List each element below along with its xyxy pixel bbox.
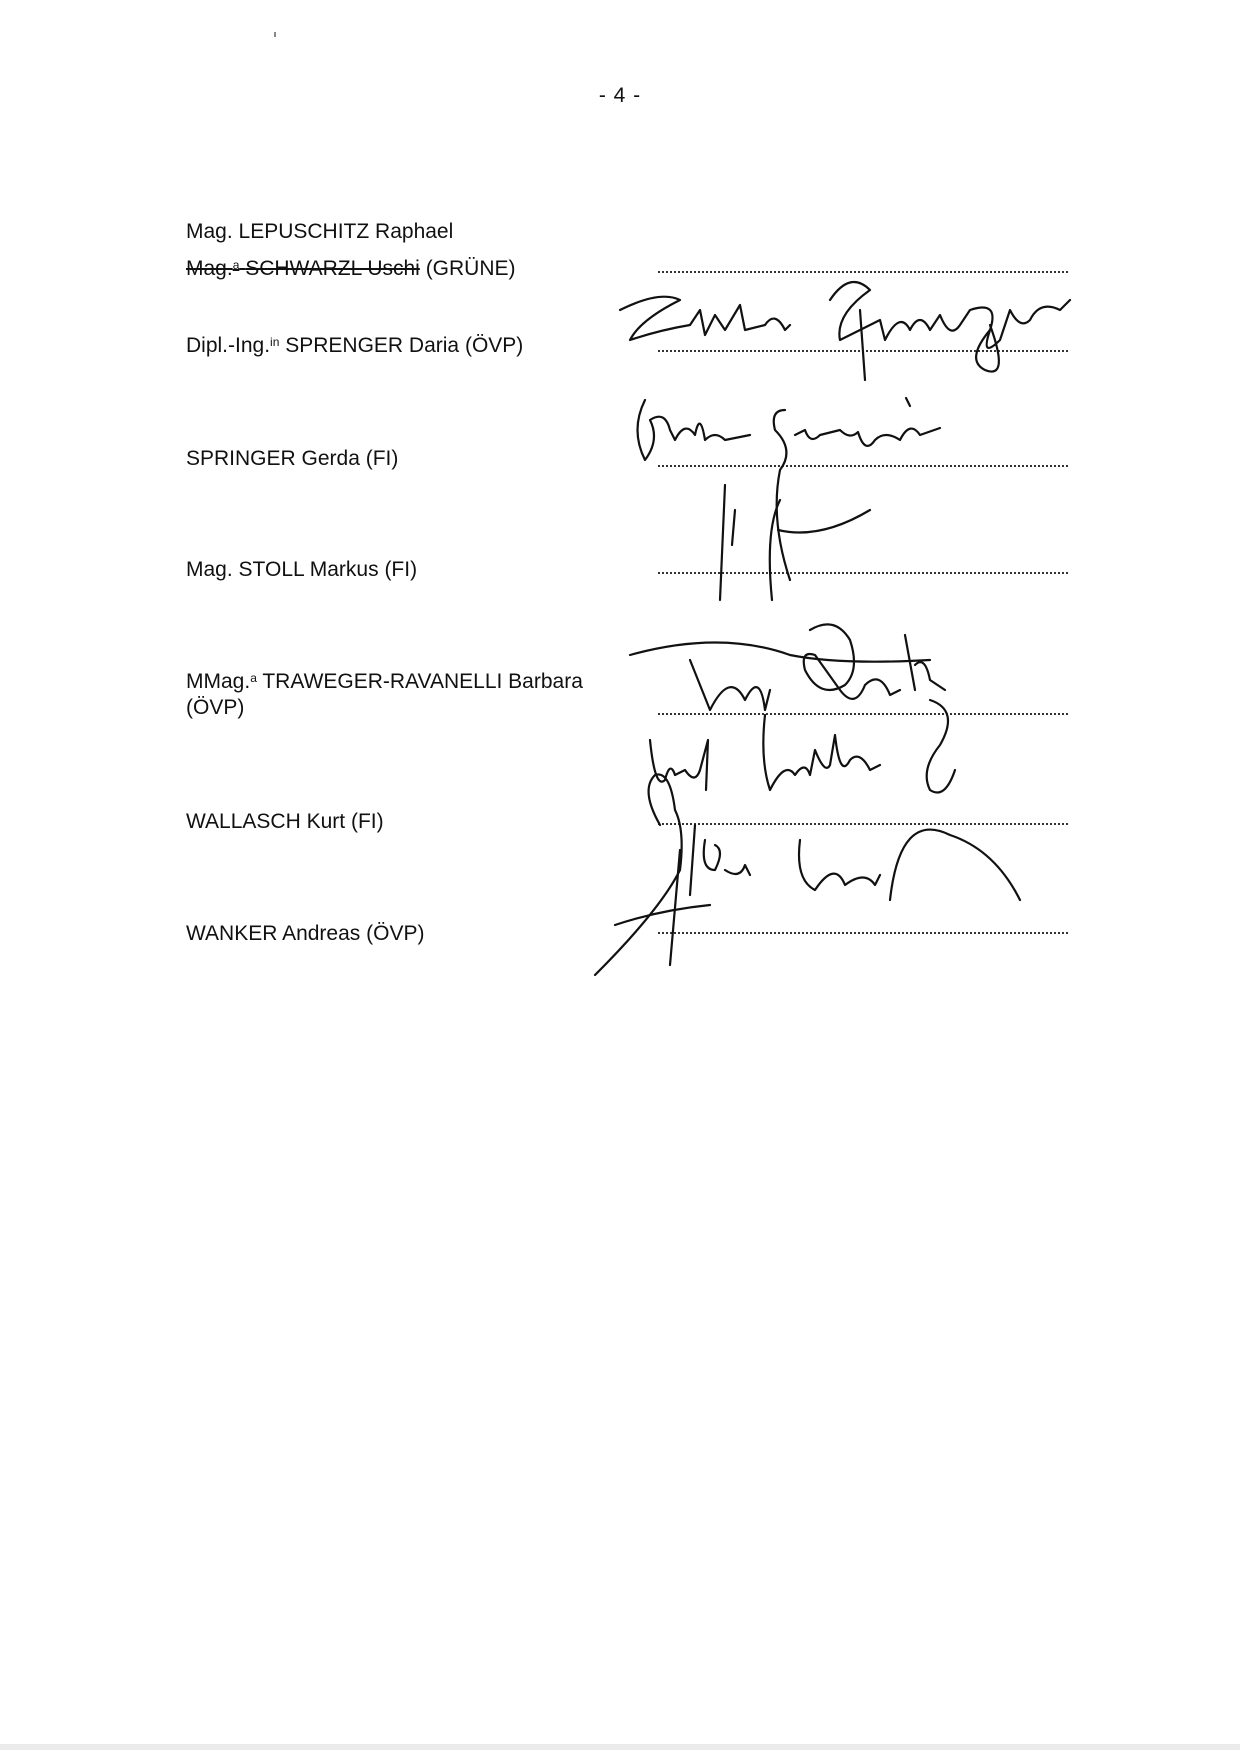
entry-prefix: Mag. [186,220,233,243]
entry-party: (FI) [365,447,399,470]
signature-springer [638,398,941,580]
signature-wanker [595,774,1020,975]
entry-name: SPRINGER Gerda [186,447,360,470]
entry-prefix-sup: a [232,258,240,272]
entry-traweger-ravanelli [186,669,636,721]
signatures-group [600,270,1160,990]
entry-party: (GRÜNE) [425,257,516,280]
entry-party: (ÖVP) [186,696,245,719]
entry-wanker [186,921,646,947]
entry-prefix-sup: a [250,671,257,685]
signature-wallasch [650,700,955,793]
entry-name: SPRENGER Daria [285,334,460,357]
page-bottom-edge [0,1744,1240,1750]
entry-prefix: Mag. [186,257,233,280]
page-number: - 4 - [598,84,642,107]
entry-prefix: Mag. [186,558,233,581]
entry-prefix: MMag. [186,670,251,693]
entry-wallasch [186,809,646,835]
entry-name: WANKER Andreas [186,922,361,945]
entry-sprenger [186,333,646,359]
entry-stoll [186,557,646,583]
signature-traweger [630,624,945,710]
entry-party: (FI) [350,810,384,833]
entry-name: TRAWEGER-RAVANELLI Barbara [262,670,583,693]
entry-name: WALLASCH Kurt [186,810,346,833]
entry-prefix: Dipl.-Ing. [186,334,271,357]
entry-party: (ÖVP) [366,922,425,945]
signature-sprenger [620,282,1070,380]
scan-speck [274,32,276,37]
entry-springer [186,446,646,472]
entry-struck-text [186,257,420,280]
entry-name: SCHWARZL Uschi [245,257,420,280]
signature-stoll [720,485,870,600]
entry-party: (ÖVP) [464,334,524,357]
entry-schwarzl [186,256,646,282]
entry-lepuschitz [186,219,646,245]
entry-party: (FI) [384,558,418,581]
entry-name: LEPUSCHITZ Raphael [238,220,454,243]
entry-name: STOLL Markus [238,558,379,581]
entry-prefix-sup: in [270,335,280,349]
